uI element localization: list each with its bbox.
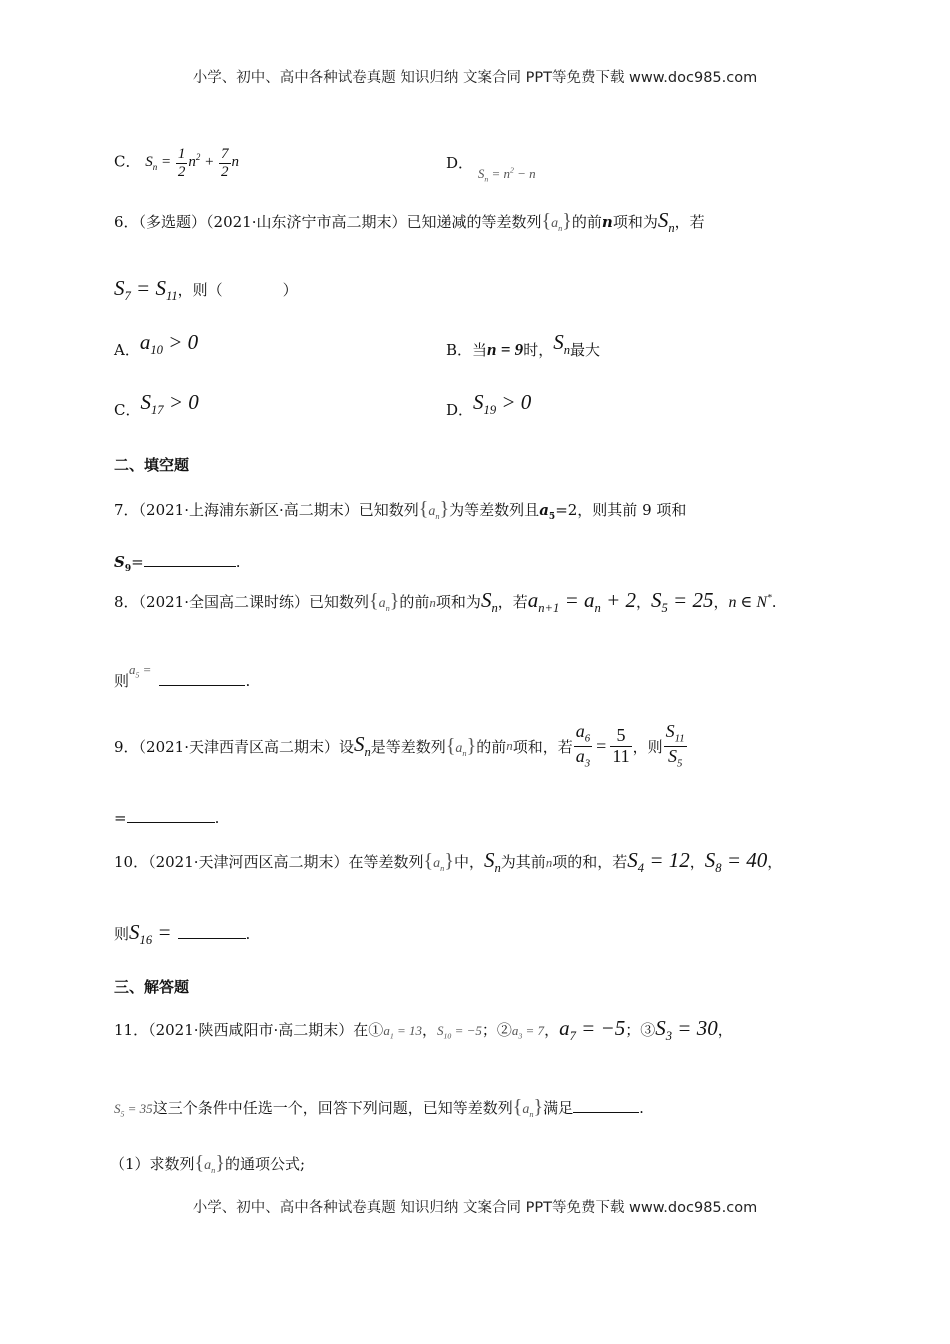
q6-s7-eq-s11: $S_7 = S_{11}$ bbox=[114, 276, 178, 304]
q5-frac-1-den: 2 bbox=[177, 163, 186, 180]
q6-option-b-sn: $S_n$ bbox=[553, 330, 570, 358]
q6-seq-an: $\{a_n\}$ bbox=[541, 210, 572, 233]
q9-text-c: 的前 bbox=[476, 737, 507, 756]
q11-text-e: 满足 bbox=[543, 1099, 574, 1117]
q11-stem-line1: 11．（2021·陕西咸阳市·高二期末）在$①a_1 = 13$，$S_{10} = -5$；$②a_3 = 7$，$a_7 = -5$；$③S_3 = 30$， bbox=[114, 1016, 733, 1044]
q11-sub1-text-b: 的通项公式; bbox=[224, 1155, 306, 1173]
q8-a5: $a_5$ = bbox=[129, 662, 152, 680]
q6-n: n bbox=[601, 213, 613, 231]
q10-s16: $S_{16}$ = bbox=[129, 920, 172, 948]
q10-seq-an: $\{a_n\}$ bbox=[423, 850, 454, 873]
q7-stem-line1 bbox=[114, 498, 686, 522]
q7-s9: S bbox=[114, 553, 125, 571]
q7-a5: a bbox=[539, 501, 549, 519]
q6-option-a bbox=[114, 330, 199, 364]
q10-sn: $S_n$ bbox=[483, 848, 501, 876]
q9-frac-5-11-num: 5 bbox=[610, 726, 631, 747]
q10-s8: $S_8 = 40$ bbox=[704, 848, 768, 876]
q8-answer-blank[interactable] bbox=[159, 671, 245, 686]
q8-n-in-n: n ∈ N* bbox=[728, 592, 772, 611]
q5-option-c-formula: $S_n$ = $\frac{1}{2}$ $n^2$ + $\frac{7}{2}$ n bbox=[145, 146, 240, 180]
q11-cond1-s10: $S_{10} = -5$ bbox=[437, 1023, 482, 1041]
q7-text-c: =2，则其前 9 项和 bbox=[555, 501, 687, 519]
section-solution-title: 三、解答题 bbox=[114, 978, 190, 996]
q6-option-b-mid: 时， bbox=[523, 341, 554, 359]
q8-text-c: 项和为 bbox=[435, 593, 481, 611]
q9-text-b: 是等差数列 bbox=[370, 737, 446, 756]
q11-seq-an: $\{a_n\}$ bbox=[512, 1096, 544, 1119]
q11-sub1-text-a: （1）求数列 bbox=[110, 1155, 195, 1173]
q6-option-d-formula: $S_{19} > 0$ bbox=[473, 390, 532, 418]
q9-frac-s11-s5: $\frac{S_{11}}{S_5}$ bbox=[665, 721, 685, 770]
q6-option-b bbox=[446, 330, 601, 364]
q7-seq-an: $\{a_n\}$ bbox=[418, 498, 450, 521]
q9-stem-line2 bbox=[114, 808, 219, 827]
q5-option-d-label: D． bbox=[446, 154, 474, 172]
q7-stem-line2 bbox=[114, 552, 240, 574]
q11-text-a: 11．（2021·陕西咸阳市·高二期末）在① bbox=[114, 1021, 384, 1039]
q11-text-c: ；③ bbox=[625, 1021, 656, 1039]
q8-text-b: 的前 bbox=[399, 593, 430, 611]
q9-seq-an: $\{a_n\}$ bbox=[445, 734, 477, 758]
q5-option-c-label: C． bbox=[114, 152, 141, 171]
page-footer: 小学、初中、高中各种试卷真题 知识归纳 文案合同 PPT等免费下载 www.doc985.com bbox=[192, 1200, 758, 1216]
q5-frac-2 bbox=[219, 146, 231, 180]
q5-frac-2-den: 2 bbox=[221, 163, 229, 180]
q11-cond2-a7: $a_7 = -5$ bbox=[559, 1016, 626, 1044]
q6-option-d bbox=[446, 390, 532, 424]
q7-text-a: 7．（2021·上海浦东新区·高二期末）已知数列 bbox=[114, 501, 419, 519]
q9-frac-5-11-den: 11 bbox=[612, 745, 630, 766]
q11-cond2-a3: $a_3 = 7$ bbox=[511, 1023, 545, 1041]
q11-cond1-a1: $a_1 = 13$ bbox=[383, 1023, 422, 1041]
q10-dot: . bbox=[245, 925, 251, 943]
q6-sn: $S_n$ bbox=[657, 208, 675, 236]
q10-text-e: 则 bbox=[114, 925, 130, 943]
q9-frac-5-11 bbox=[610, 726, 631, 767]
q9-text-e: ，则 bbox=[632, 737, 663, 756]
q11-cond3-s5: $S_5 = 35$ bbox=[114, 1101, 153, 1119]
q6-stem-line1 bbox=[114, 208, 705, 236]
q10-stem-line2 bbox=[114, 920, 250, 948]
page-header: 小学、初中、高中各种试卷真题 知识归纳 文案合同 PPT等免费下载 www.doc985.com bbox=[192, 70, 758, 86]
q6-text-c: 项和为 bbox=[612, 213, 658, 231]
q5-frac-1 bbox=[176, 146, 188, 180]
section-fill-in-title: 二、填空题 bbox=[114, 456, 190, 474]
q5-option-d bbox=[446, 152, 536, 184]
q5-frac-1-num: 1 bbox=[177, 146, 186, 162]
q10-n: n bbox=[545, 855, 553, 870]
q5-option-c bbox=[114, 146, 239, 180]
q9-sn: $S_n$ bbox=[354, 731, 371, 760]
q11-dot: . bbox=[639, 1099, 644, 1117]
q8-recurrence: $a_{n+1} = a_n + 2$ bbox=[527, 588, 636, 616]
q8-n: n bbox=[429, 595, 436, 610]
q8-text-a: 8．（2021·全国高二课时练）已知数列 bbox=[114, 593, 369, 611]
q10-text-d: 项的和，若 bbox=[552, 853, 628, 871]
q6-option-c-formula: $S_{17} > 0$ bbox=[140, 390, 199, 418]
q9-stem-line1: 9．（2021·天津西青区高二期末）设 $S_n$ 是等差数列 $\{a_n\}$ 的前 n 项和，若 $\frac{a_6}{a_3}$ = $\frac{5}{11}$ ，则 $\frac{S_{11}}{S_5}$ bbox=[114, 721, 685, 770]
q11-sub1-seq-an: $\{a_n\}$ bbox=[194, 1152, 225, 1175]
q5-frac-2-num: 7 bbox=[221, 146, 229, 162]
q7-text-b: 为等差数列且 bbox=[449, 501, 540, 519]
q6-option-b-end: 最大 bbox=[570, 341, 601, 359]
q9-dot: . bbox=[214, 809, 220, 827]
q11-stem-line2 bbox=[114, 1096, 644, 1119]
q9-answer-blank[interactable] bbox=[127, 808, 215, 823]
q10-text-b: 中， bbox=[453, 853, 484, 871]
q10-text-c: 为其前 bbox=[500, 853, 546, 871]
q11-condition-blank[interactable] bbox=[573, 1098, 639, 1113]
q8-text-e: 则 bbox=[114, 672, 130, 690]
q8-text-d: ，若 bbox=[497, 593, 528, 611]
q9-frac-a6-a3: $\frac{a_6}{a_3}$ bbox=[575, 721, 591, 770]
q10-s4: $S_4 = 12$ bbox=[627, 848, 690, 876]
q6-option-c bbox=[114, 390, 199, 424]
q8-seq-an: $\{a_n\}$ bbox=[369, 590, 400, 613]
q8-dot: . bbox=[245, 672, 251, 690]
q6-option-a-formula: $a_{10} > 0$ bbox=[139, 330, 199, 358]
q6-option-b-label: B．当 bbox=[446, 341, 488, 359]
q8-sn: $S_n$ bbox=[480, 588, 498, 616]
q11-cond3-s3: $S_3 = 30$ bbox=[655, 1016, 718, 1044]
q7-answer-blank[interactable] bbox=[144, 552, 236, 567]
q11-sub1 bbox=[110, 1152, 305, 1175]
q11-text-b: ；② bbox=[481, 1021, 512, 1039]
q10-text-a: 10．（2021·天津河西区高二期末）在等差数列 bbox=[114, 853, 424, 871]
q8-s5: $S_5 = 25$ bbox=[651, 588, 714, 616]
q9-eq: = bbox=[114, 809, 127, 827]
q7-eq: = bbox=[131, 553, 144, 571]
q7-a5-sub: 5 bbox=[548, 512, 556, 522]
q6-text-d: ，若 bbox=[674, 213, 705, 231]
q6-stem-line2 bbox=[114, 276, 298, 304]
q8-stem-line1: 8．（2021·全国高二课时练）已知数列$\{a_n\}$的前n项和为$S_n$，若$a_{n+1} = a_n + 2$，$S_5 = 25$，n ∈ N*. bbox=[114, 588, 777, 616]
q6-option-b-cond: n = 9 bbox=[487, 340, 524, 359]
q5-option-d-formula: $S_n = n^2 - n$ bbox=[477, 165, 536, 184]
q7-s9-sub: 9 bbox=[124, 564, 132, 574]
q6-option-d-label: D． bbox=[446, 401, 474, 419]
q6-text-e: ，则（ ） bbox=[177, 281, 298, 299]
q11-text-d: 这三个条件中任选一个，回答下列问题，已知等差数列 bbox=[152, 1099, 513, 1117]
q6-option-a-label: A． bbox=[114, 341, 140, 359]
q10-answer-blank[interactable] bbox=[178, 924, 246, 939]
q7-dot: . bbox=[235, 553, 241, 571]
q6-text-a: 6．（多选题）（2021·山东济宁市高二期末）已知递减的等差数列 bbox=[114, 213, 542, 231]
q6-text-b: 的前 bbox=[571, 213, 602, 231]
q9-text-a: 9．（2021·天津西青区高二期末）设 bbox=[114, 737, 354, 756]
q10-stem-line1: 10．（2021·天津河西区高二期末）在等差数列$\{a_n\}$中，$S_n$为其前n项的和，若$S_4 = 12$，$S_8 = 40$， bbox=[114, 848, 783, 876]
q8-stem-line2 bbox=[114, 662, 251, 692]
q9-n: n bbox=[506, 738, 513, 753]
q6-option-c-label: C． bbox=[114, 401, 141, 419]
q9-text-d: 项和，若 bbox=[512, 737, 573, 756]
